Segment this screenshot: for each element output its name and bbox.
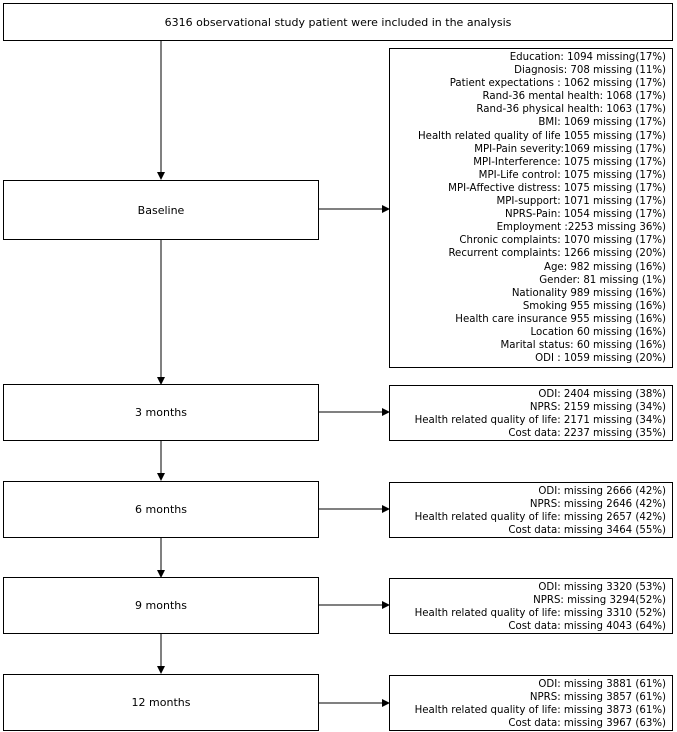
missing-item: ODI: missing 3320 (53%) <box>538 582 666 593</box>
9-months-missing-list <box>389 578 673 634</box>
missing-item: Cost data: missing 3464 (55%) <box>508 525 666 537</box>
stage-label: 9 months <box>135 599 187 612</box>
missing-item: Smoking 955 missing (16%) <box>522 300 666 312</box>
missing-item: Rand-36 physical health: 1063 (17%) <box>476 104 666 116</box>
missing-item: Diagnosis: 708 missing (11%) <box>514 65 666 77</box>
stage-9-months-box <box>3 577 319 634</box>
missing-item: Recurrent complaints: 1266 missing (20%) <box>448 248 666 260</box>
missing-item: Cost data: 2237 missing (35%) <box>508 428 666 440</box>
missing-item: ODI: missing 2666 (42%) <box>538 486 666 497</box>
study-population-box <box>3 3 673 41</box>
missing-item: NPRS: missing 3294(52%) <box>533 595 666 607</box>
stage-label: Baseline <box>137 203 185 217</box>
missing-item: Age: 982 missing (16%) <box>543 261 666 273</box>
stage-baseline-box <box>3 180 319 240</box>
missing-item: Nationality 989 missing (16%) <box>511 287 666 299</box>
missing-item: Health related quality of life: missing 3310 (52%) <box>414 608 666 620</box>
baseline-missing-list <box>389 48 673 368</box>
missing-item: Patient expectations : 1062 missing (17%) <box>449 78 666 90</box>
6-months-missing-list <box>389 482 673 538</box>
3-months-missing-list <box>389 385 673 441</box>
missing-item: Cost data: missing 3967 (63%) <box>508 718 666 730</box>
missing-item: NPRS: missing 3857 (61%) <box>529 692 666 704</box>
missing-item: Location 60 missing (16%) <box>530 326 666 338</box>
stage-12-months-box <box>3 674 319 731</box>
stage-label: 6 months <box>135 503 187 516</box>
missing-item: Health related quality of life: missing 2657 (42%) <box>414 512 666 524</box>
missing-item: Health related quality of life: missing 3873 (61%) <box>414 705 666 717</box>
stage-label: 12 months <box>131 696 191 709</box>
missing-item: BMI: 1069 missing (17%) <box>538 117 666 129</box>
missing-item: MPI-support: 1071 missing (17%) <box>496 196 666 208</box>
missing-item: ODI: missing 3881 (61%) <box>538 679 666 690</box>
missing-item: ODI : 1059 missing (20%) <box>535 353 666 365</box>
missing-item: Health related quality of life: 2171 missing (34%) <box>414 415 666 427</box>
missing-item: Education: 1094 missing(17%) <box>509 52 666 63</box>
missing-item: Gender: 81 missing (1%) <box>539 274 666 286</box>
stage-label: 3 months <box>135 406 187 419</box>
missing-item: MPI-Affective distress: 1075 missing (17%) <box>448 182 666 194</box>
stage-6-months-box <box>3 481 319 538</box>
stage-3-months-box <box>3 384 319 441</box>
missing-item: ODI: 2404 missing (38%) <box>538 389 666 400</box>
missing-item: NPRS: 2159 missing (34%) <box>529 402 666 414</box>
missing-item: NPRS: missing 2646 (42%) <box>529 499 666 511</box>
missing-item: MPI-Interference: 1075 missing (17%) <box>473 156 666 168</box>
missing-item: MPI-Life control: 1075 missing (17%) <box>478 169 666 181</box>
missing-item: Health care insurance 955 missing (16%) <box>455 313 666 325</box>
missing-item: Rand-36 mental health: 1068 (17%) <box>482 91 666 103</box>
study-population-text: 6316 observational study patient were included in the analysis <box>164 15 512 29</box>
missing-item: MPI-Pain severity:1069 missing (17%) <box>474 143 666 155</box>
missing-item: Cost data: missing 4043 (64%) <box>508 621 666 633</box>
12-months-missing-list <box>389 675 673 731</box>
missing-item: Employment :2253 missing 36%) <box>496 222 666 234</box>
missing-item: Marital status: 60 missing (16%) <box>500 340 666 352</box>
missing-item: Health related quality of life 1055 missing (17%) <box>418 130 666 142</box>
missing-item: Chronic complaints: 1070 missing (17%) <box>459 235 666 247</box>
missing-item: NPRS-Pain: 1054 missing (17%) <box>505 209 666 221</box>
